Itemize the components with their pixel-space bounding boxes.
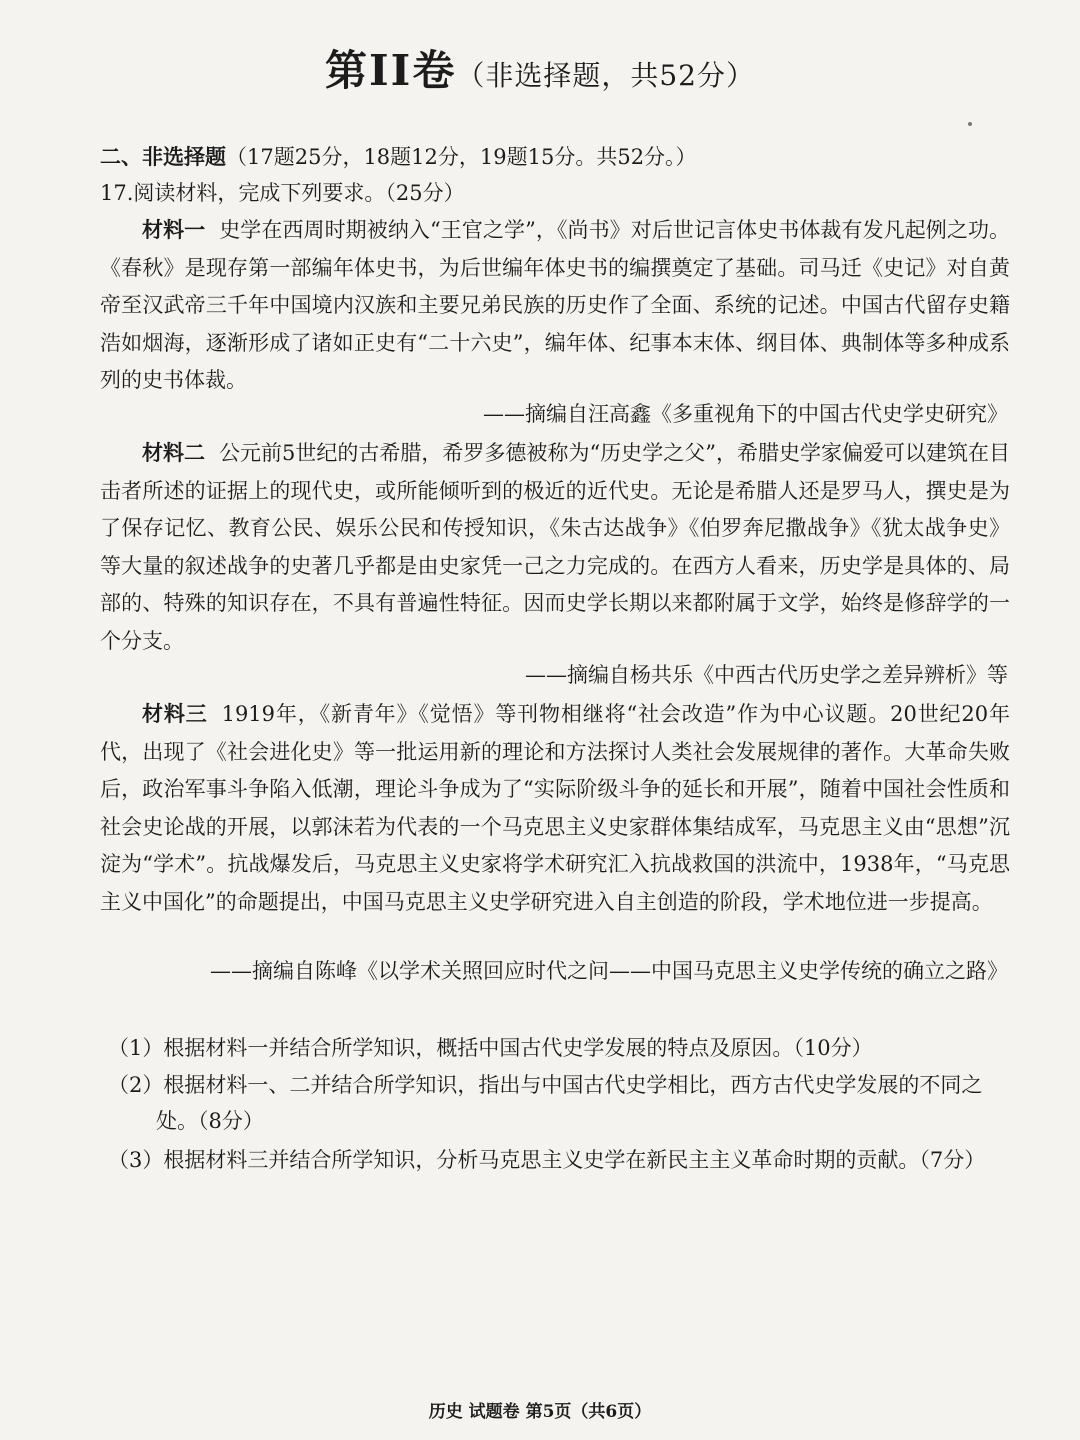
section-heading (100, 141, 697, 171)
paper-title-sub: （非选择题，共52分） (456, 59, 755, 92)
material-1 (100, 211, 1010, 400)
material-3 (100, 695, 1010, 921)
sub-question-1-text: （1）根据材料一并结合所学知识，概括中国古代史学发展的特点及原因。（10分） (108, 1036, 873, 1060)
material-3-source: ——摘编自陈峰《以学术关照回应时代之问——中国马克思主义史学传统的确立之路》 (210, 959, 1008, 983)
material-1-source: ——摘编自汪高鑫《多重视角下的中国古代史学史研究》 (483, 402, 1008, 426)
scan-speck (968, 122, 972, 126)
sub-question-2-text: （2）根据材料一、二并结合所学知识，指出与中国古代史学相比，西方古代史学发展的不同之处。（8分） (108, 1073, 983, 1133)
material-2-text: 公元前5世纪的古希腊，希罗多德被称为“历史学之父”，希腊史学家偏爱可以建筑在目击者所述的证据上的现代史，或所能倾听到的极近的近代史。无论是希腊人还是罗马人，撰史是为了保存记忆、教育公民、娱乐公民和传授知识，《朱古达战争》《伯罗奔尼撒战争》《犹太战争史》等大量的叙述战争的史著几乎都是由史家凭一己之力完成的。在西方人看来，历史学是具体的、局部的、特殊的知识存在，不具有普遍性特征。因而史学长期以来都附属于文学，始终是修辞学的一个分支。 (100, 441, 1010, 653)
material-1-label: 材料一 (142, 217, 206, 242)
paper-title (0, 38, 1080, 98)
sub-question-2 (108, 1067, 988, 1139)
page-footer: 历史 试题卷 第5页（共6页） (428, 1402, 652, 1422)
sub-question-1 (108, 1030, 988, 1066)
material-3-text: 1919年，《新青年》《觉悟》等刊物相继将“社会改造”作为中心议题。20世纪20年代，出现了《社会进化史》等一批运用新的理论和方法探讨人类社会发展规律的著作。大革命失败后，政治军事斗争陷入低潮，理论斗争成为了“实际阶级斗争的延长和开展”，随着中国社会性质和社会史论战的开展，以郭沫若为代表的一个马克思主义史家群体集结成军，马克思主义由“思想”沉淀为“学术”。抗战爆发后，马克思主义史家将学术研究汇入抗战救国的洪流中，1938年，“马克思主义中国化”的命题提出，中国马克思主义史学研究进入自主创造的阶段，学术地位进一步提高。 (100, 702, 1010, 914)
section-heading-lead: 二、非选择题 (100, 144, 226, 169)
question-17-intro: 17.阅读材料，完成下列要求。（25分） (100, 181, 465, 205)
material-1-text: 史学在西周时期被纳入“王官之学”，《尚书》对后世记言体史书体裁有发凡起例之功。《春秋》是现存第一部编年体史书，为后世编年体史书的编撰奠定了基础。司马迁《史记》对自黄帝至汉武帝三千年中国境内汉族和主要兄弟民族的历史作了全面、系统的记述。中国古代留存史籍浩如烟海，逐渐形成了诸如正史有“二十六史”，编年体、纪事本末体、纲目体、典制体等多种成系列的史书体裁。 (100, 218, 1011, 392)
section-heading-scores: （17题25分，18题12分，19题15分。共52分。） (226, 145, 697, 169)
sub-question-3-text: （3）根据材料三并结合所学知识，分析马克思主义史学在新民主主义革命时期的贡献。（7分） (108, 1148, 986, 1172)
material-2 (100, 434, 1010, 660)
material-3-label: 材料三 (142, 701, 208, 726)
paper-title-main: 第II卷 (325, 46, 457, 95)
material-2-source: ——摘编自杨共乐《中西古代历史学之差异辨析》等 (525, 663, 1008, 687)
sub-question-3 (108, 1142, 988, 1178)
material-2-label: 材料二 (142, 440, 206, 465)
